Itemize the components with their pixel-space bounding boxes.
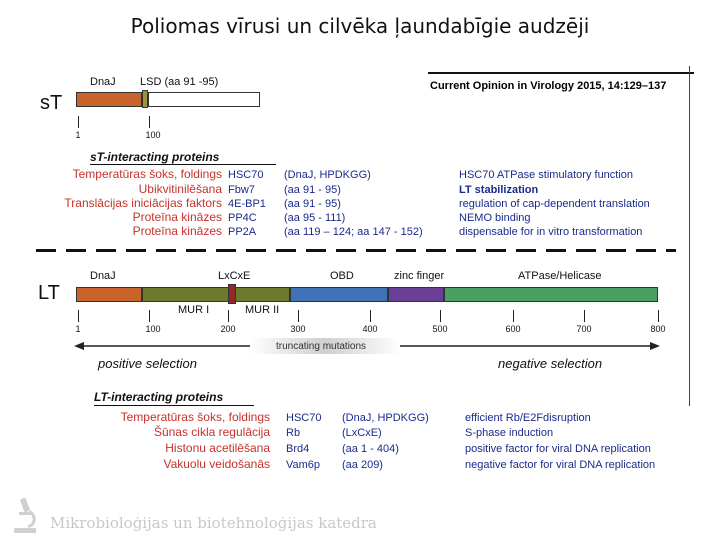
LT-mur2-label: MUR II <box>245 304 280 316</box>
citation-rule <box>428 72 694 74</box>
positive-arrowhead-icon <box>74 342 84 350</box>
sT-lsd-label: LSD (aa 91 -95) <box>140 76 219 88</box>
slide-title: Poliomas vīrusi un cilvēka ļaundabīgie audzēji <box>130 14 590 38</box>
LT-row-4-protein: Vam6p <box>286 459 321 471</box>
LT-zinc-label: zinc finger <box>394 270 445 282</box>
sT-row-4-effect: NEMO binding <box>459 212 531 224</box>
microscope-icon <box>10 496 40 536</box>
footer <box>10 494 410 538</box>
LT-ticklabel-700: 700 <box>576 324 592 334</box>
LT-mur1-label: MUR I <box>178 304 210 316</box>
LT-tick-500 <box>440 310 441 322</box>
LT-row-3-function: Histonu acetilēšana <box>165 441 270 455</box>
LT-ticklabel-800: 800 <box>650 324 666 334</box>
LT-dnaj-label: DnaJ <box>90 270 116 282</box>
sT-ticklabel-100: 100 <box>145 130 161 140</box>
sT-row-1-protein: HSC70 <box>228 169 264 181</box>
LT-tick-200 <box>228 310 229 322</box>
sT-interacting-header: sT-interacting proteins <box>90 150 220 164</box>
LT-ticklabel-300: 300 <box>290 324 306 334</box>
LT-row-4-function: Vakuolu veidošanās <box>163 457 270 471</box>
sT-row-4-protein: PP4C <box>228 212 257 224</box>
LT-interacting-header: LT-interacting proteins <box>94 390 224 404</box>
LT-ticklabel-400: 400 <box>362 324 378 334</box>
sT-label: sT <box>40 92 63 114</box>
sT-row-1-effect: HSC70 ATPase stimulatory function <box>459 169 634 181</box>
LT-atpase-domain <box>444 287 658 302</box>
LT-row-3-site: (aa 1 - 404) <box>342 443 399 455</box>
negative-selection-label: negative selection <box>498 356 603 371</box>
LT-tick-1 <box>78 310 79 322</box>
LT-row-3-effect: positive factor for viral DNA replication <box>465 443 651 455</box>
sT-row-1-site: (DnaJ, HPDKGG) <box>284 169 371 181</box>
sT-dnaj-domain <box>76 92 142 107</box>
footer-department-text: Mikrobioloģijas un biotehnoloģijas katedra <box>50 514 377 532</box>
LT-ticklabel-1: 1 <box>75 324 81 334</box>
LT-tick-800 <box>658 310 659 322</box>
LT-row-1-effect: efficient Rb/E2Fdisruption <box>465 412 591 424</box>
LT-zinc-domain <box>388 287 444 302</box>
sT-row-4-function: Proteīna kināzes <box>132 210 222 224</box>
sT-body <box>148 92 260 107</box>
sT-dnaj-label: DnaJ <box>90 76 116 88</box>
LT-row-1-function: Temperatūras šoks, foldings <box>120 410 270 424</box>
sT-row-2-site: (aa 91 - 95) <box>284 184 341 196</box>
sT-tick-100 <box>149 116 150 128</box>
LT-row-2-function: Šūnas cikla regulācija <box>153 425 270 439</box>
LT-dnaj-domain <box>76 287 142 302</box>
LT-tick-600 <box>513 310 514 322</box>
LT-row-4-effect: negative factor for viral DNA replication <box>465 459 656 471</box>
sT-LT-divider <box>36 249 676 252</box>
LT-tick-100 <box>149 310 150 322</box>
LT-lxcxe-region <box>142 287 290 302</box>
sT-row-3-protein: 4E-BP1 <box>228 198 266 210</box>
LT-row-2-effect: S-phase induction <box>465 427 554 439</box>
LT-tick-700 <box>584 310 585 322</box>
sT-row-3-function: Translācijas iniciācijas faktors <box>64 196 222 210</box>
LT-obd-label: OBD <box>330 270 354 282</box>
sT-row-2-effect: LT stabilization <box>459 184 539 196</box>
LT-ticklabel-200: 200 <box>220 324 236 334</box>
LT-obd-domain <box>290 287 388 302</box>
LT-tick-300 <box>298 310 299 322</box>
negative-arrowhead-icon <box>650 342 660 350</box>
LT-row-3-protein: Brd4 <box>286 443 310 455</box>
LT-atpase-label: ATPase/Helicase <box>518 270 602 282</box>
sT-row-5-effect: dispensable for in vitro transformation <box>459 226 643 238</box>
LT-row-1-site: (DnaJ, HPDKGG) <box>342 412 429 424</box>
LT-row-1-protein: HSC70 <box>286 412 322 424</box>
LT-ticklabel-500: 500 <box>432 324 448 334</box>
LT-tick-400 <box>370 310 371 322</box>
LT-ticklabel-600: 600 <box>505 324 521 334</box>
positive-selection-label: positive selection <box>98 356 197 371</box>
sT-header-rule <box>90 164 276 165</box>
sT-row-5-function: Proteīna kināzes <box>132 224 222 238</box>
sT-row-3-site: (aa 91 - 95) <box>284 198 341 210</box>
LT-ticklabel-100: 100 <box>145 324 161 334</box>
LT-lxcxe-motif <box>228 284 236 304</box>
sT-ticklabel-1: 1 <box>75 130 81 140</box>
LT-row-2-protein: Rb <box>286 427 301 439</box>
sT-row-4-site: (aa 95 - 111) <box>284 212 346 224</box>
truncating-mutations-label: truncating mutations <box>276 341 367 352</box>
LT-row-4-site: (aa 209) <box>342 459 383 471</box>
LT-lxcxe-label: LxCxE <box>218 270 251 282</box>
LT-label: LT <box>38 282 60 304</box>
sT-row-3-effect: regulation of cap-dependent translation <box>459 198 650 210</box>
sT-row-5-site: (aa 119 – 124; aa 147 - 152) <box>284 226 423 238</box>
sT-row-1-function: Temperatūras šoks, foldings <box>72 167 222 181</box>
figure-sT-LT-domains <box>28 62 694 480</box>
citation: Current Opinion in Virology 2015, 14:129–137 <box>430 80 667 92</box>
sT-row-2-protein: Fbw7 <box>228 184 255 196</box>
LT-header-rule <box>94 405 254 406</box>
sT-row-2-function: Ubikvitinilēšana <box>138 182 222 196</box>
sT-tick-1 <box>78 116 79 128</box>
LT-row-2-site: (LxCxE) <box>342 427 382 439</box>
sT-row-5-protein: PP2A <box>228 226 257 238</box>
